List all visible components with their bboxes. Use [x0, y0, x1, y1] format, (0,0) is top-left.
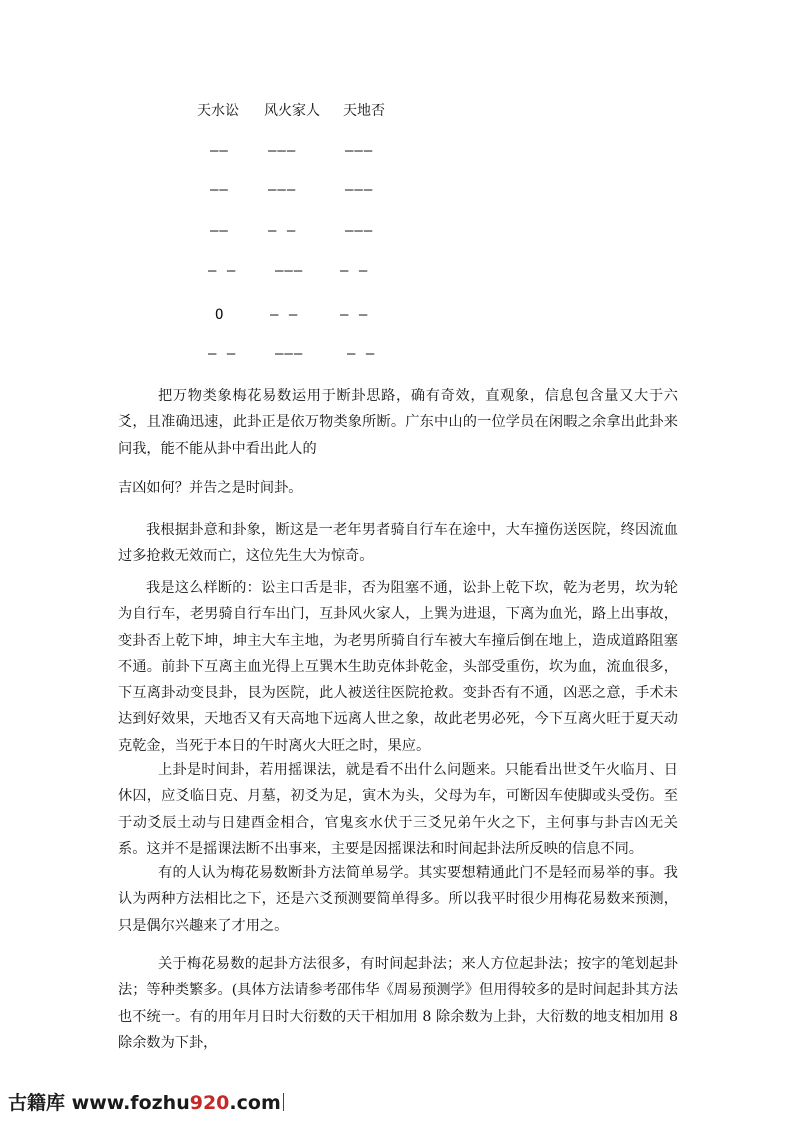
body-paragraph: 上卦是时间卦，若用摇课法，就是看不出什么问题来。只能看出世爻午火临月、日休囚，应爻临日克、月墓，初爻为足，寅木为头，父母为车，可断因车使脚或头受伤。至于动爻辰土动与日建酉金相合，官鬼亥水伏于三爻兄弟午火之下，主何事与卦吉凶无关系。这并不是摇课法断不出事来，主要是因摇课法和时间起卦法所反映的信息不同。 — [118, 762, 678, 857]
site-domain: www.fozhu920.com — [71, 1092, 281, 1114]
hexagram-line: ——— — [275, 346, 304, 362]
hexagram-line: ——— — [345, 223, 374, 239]
hexagram-line: —— — [210, 182, 229, 198]
hexagram-line: ——— — [275, 263, 304, 279]
body-paragraph: 关于梅花易数的起卦方法很多，有时间起卦法；来人方位起卦法；按字的笔划起卦法；等种类繁多。(具体方法请参考邵伟华《周易预测学》但用得较多的是时间起卦其方法也不统一。有的用年月日时大衍数的天干相加用 8 除余数为上卦，大衍数的地支相加用 8 除余数为下卦， — [118, 956, 678, 1051]
hexagram-line: — — — [340, 263, 369, 279]
hexagram-name-pi: 天地否 — [343, 103, 385, 119]
body-paragraph: 吉凶如何？并告之是时间卦。 — [118, 480, 303, 496]
body-paragraph: 我根据卦意和卦象，断这是一老年男者骑自行车在途中，大车撞伤送医院，终因流血过多抢救无效而亡，这位先生大为惊奇。 — [118, 522, 678, 565]
hexagram-line: — — — [208, 263, 237, 279]
body-paragraph: 我是这么样断的：讼主口舌是非，否为阻塞不通，讼卦上乾下坎，乾为老男，坎为轮为自行车，老男骑自行车出门，互卦风火家人，上巽为进退，下离为血光，路上出事故，变卦否上乾下坤，坤主大车主地，为老男所骑自行车被大车撞后倒在地上，造成道路阻塞不通。前卦下互离主血光得上互巽木生助克体卦乾金，头部受重伤，坎为血，流血很多，下互离卦动变艮卦，艮为医院，此人被送往医院抢救。变卦否有不通，凶恶之意，手术未达到好效果，天地否又有天高地下远离人世之象，故此老男必死，今下互离火旺于夏天动克乾金，当死于本日的午时离火大旺之时，果应。 — [118, 580, 678, 754]
hexagram-line: —— — [210, 143, 229, 159]
hexagram-line: — — — [208, 346, 237, 362]
body-paragraph: 把万物类象梅花易数运用于断卦思路，确有奇效，直观象，信息包含量又大于六爻，且准确迅速，此卦正是依万物类象所断。广东中山的一位学员在闲暇之余拿出此卦来问我，能不能从卦中看出此人的 — [118, 388, 678, 457]
hexagram-line: —— — [210, 223, 229, 239]
hexagram-line: — — — [347, 346, 376, 362]
hexagram-line: ——— — [345, 143, 374, 159]
hexagram-line: ——— — [345, 182, 374, 198]
hexagram-name-jiaren: 风火家人 — [264, 103, 320, 119]
body-paragraph: 有的人认为梅花易数断卦方法简单易学。其实要想精通此门不是轻而易举的事。我认为两种方法相比之下，还是六爻预测要简单得多。所以我平时很少用梅花易数来预测，只是偶尔兴趣来了才用之。 — [118, 865, 678, 934]
hexagram-line: ——— — [268, 143, 297, 159]
site-watermark — [8, 1088, 284, 1115]
hexagram-line: ——— — [268, 182, 297, 198]
hexagram-line: — — — [270, 307, 299, 323]
hexagram-line-moving: O — [215, 307, 225, 323]
footer-divider — [283, 1093, 284, 1111]
hexagram-line: — — — [268, 223, 297, 239]
hexagram-name-song: 天水讼 — [197, 103, 239, 119]
hexagram-line: — — — [340, 307, 369, 323]
site-name: 古籍库 — [8, 1092, 66, 1114]
